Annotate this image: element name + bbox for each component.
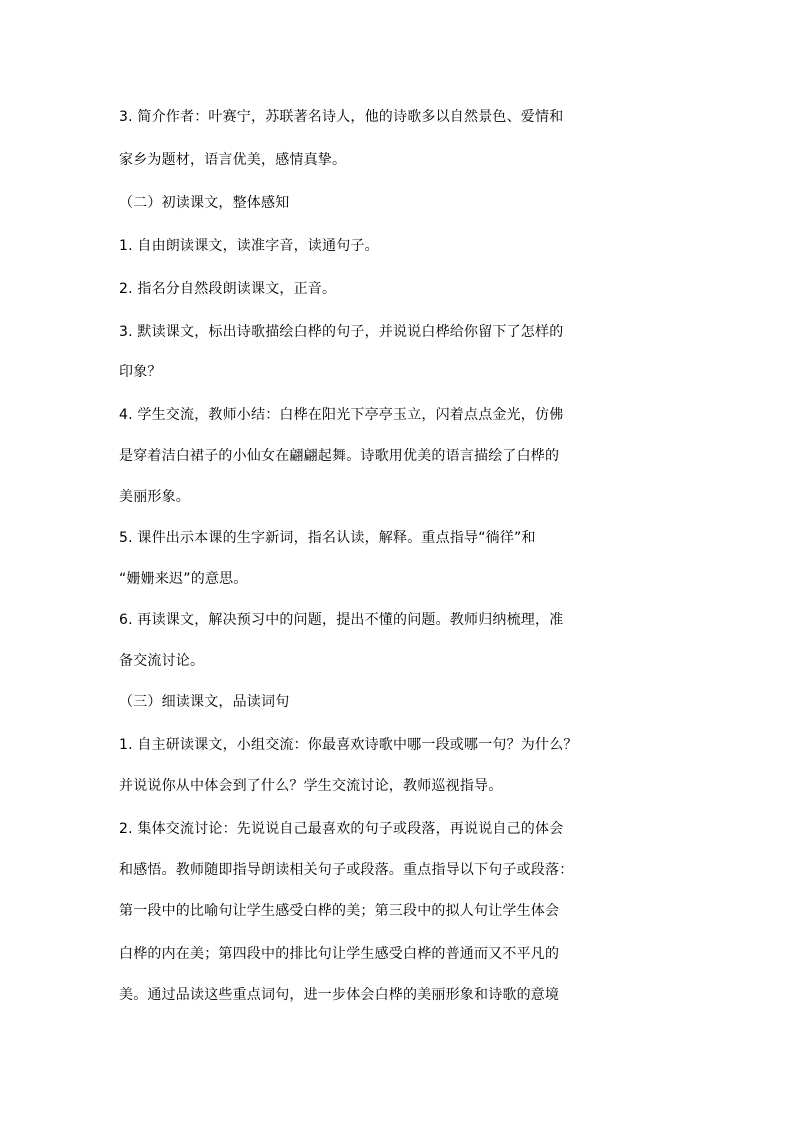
section-heading: （二）初读课文，整体感知 — [119, 195, 290, 211]
text-line: 4. 学生交流，教师小结：白桦在阳光下亭亭玉立，闪着点点金光，仿佛 — [119, 407, 564, 423]
text-line: 白桦的内在美；第四段中的排比句让学生感受白桦的普通而又不平凡的 — [119, 946, 560, 962]
text-line: 1. 自主研读课文，小组交流：你最喜欢诗歌中哪一段或哪一句？为什么？ — [119, 737, 578, 753]
text-line: 备交流讨论。 — [119, 653, 205, 669]
text-line: 2. 集体交流讨论：先说说自己最喜欢的句子或段落，再说说自己的体会 — [119, 821, 564, 837]
text-line: 美。通过品读这些重点词句，进一步体会白桦的美丽形象和诗歌的意境 — [119, 987, 560, 1003]
text-line: 第一段中的比喻句让学生感受白桦的美；第三段中的拟人句让学生体会 — [119, 903, 560, 919]
text-line: 2. 指名分自然段朗读课文，正音。 — [119, 281, 337, 297]
text-line: 和感悟。教师随即指导朗读相关句子或段落。重点指导以下句子或段落： — [119, 862, 574, 878]
text-line: 1. 自由朗读课文，读准字音，读通句子。 — [119, 238, 379, 254]
text-line: 6. 再读课文，解决预习中的问题，提出不懂的问题。教师归纳梳理，准 — [119, 612, 564, 628]
text-line: 5. 课件出示本课的生字新词，指名认读，解释。重点指导“徜徉”和 — [119, 530, 536, 546]
text-line: “姗姗来迟”的意思。 — [119, 571, 248, 587]
section-heading: （三）细读课文，品读词句 — [119, 694, 290, 710]
text-line: 美丽形象。 — [119, 489, 190, 505]
text-line: 是穿着洁白裙子的小仙女在翩翩起舞。诗歌用优美的语言描绘了白桦的 — [119, 448, 560, 464]
text-line: 3. 默读课文，标出诗歌描绘白桦的句子，并说说白桦给你留下了怎样的 — [119, 324, 564, 340]
text-line: 印象？ — [119, 364, 162, 380]
text-line: 并说说你从中体会到了什么？学生交流讨论，教师巡视指导。 — [119, 778, 503, 794]
text-line: 家乡为题材，语言优美，感情真挚。 — [119, 152, 347, 168]
text-line: 3. 简介作者：叶赛宁，苏联著名诗人，他的诗歌多以自然景色、爱情和 — [119, 109, 564, 125]
